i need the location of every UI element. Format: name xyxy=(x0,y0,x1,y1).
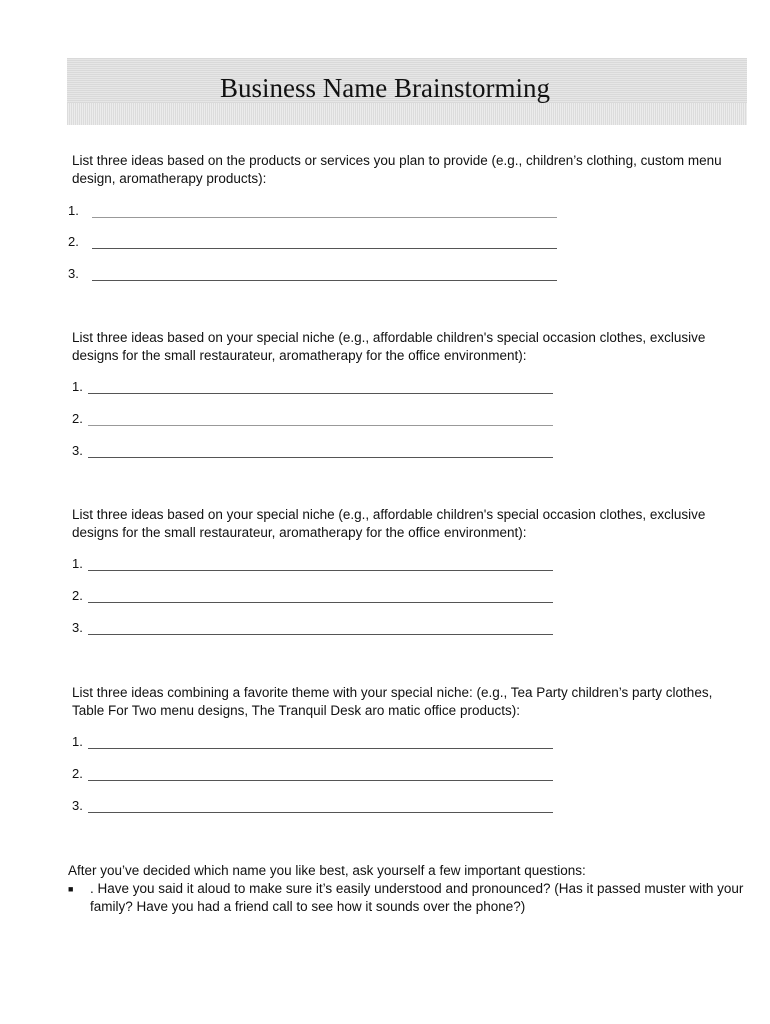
answer-line xyxy=(88,748,553,749)
closing-bullet-text: . Have you said it aloud to make sure it’s easily understood and pronounced? (Has it passed muster with your family? Have you had a friend call to see how it sounds over the phone?) xyxy=(90,881,744,914)
section-3-answer-2[interactable] xyxy=(72,588,554,606)
bullet-square-icon: ■ xyxy=(68,884,74,894)
title-band-shading xyxy=(67,103,747,125)
section-4-prompt: List three ideas combining a favorite theme with your special niche: (e.g., Tea Party children’s party clothes, Table For Two menu designs, The Tranquil Desk aro matic office products): xyxy=(72,685,713,718)
section-3-answer-1[interactable] xyxy=(72,556,554,574)
answer-number: 3. xyxy=(72,620,83,635)
section-4-answer-1[interactable] xyxy=(72,734,554,752)
answer-line xyxy=(88,570,553,571)
answer-number: 3. xyxy=(68,266,79,281)
answer-line xyxy=(88,457,553,458)
section-4-answer-2[interactable] xyxy=(72,766,554,784)
section-1-prompt: List three ideas based on the products or services you plan to provide (e.g., children’s clothing, custom menu design, aromatherapy products): xyxy=(72,153,722,186)
section-1-answer-3[interactable] xyxy=(68,266,558,284)
section-2-answer-2[interactable] xyxy=(72,411,554,429)
section-3-answer-3[interactable] xyxy=(72,620,554,638)
answer-number: 2. xyxy=(68,234,79,249)
answer-line xyxy=(88,634,553,635)
section-4-answer-3[interactable] xyxy=(72,798,554,816)
answer-line xyxy=(88,602,553,603)
answer-line xyxy=(92,280,557,281)
section-3-prompt: List three ideas based on your special niche (e.g., affordable children's special occasion clothes, exclusive designs for the small restaurateur, aromatherapy for the office environment): xyxy=(72,507,706,540)
answer-line xyxy=(88,812,553,813)
answer-number: 2. xyxy=(72,766,83,781)
answer-number: 2. xyxy=(72,411,83,426)
section-2-prompt: List three ideas based on your special niche (e.g., affordable children's special occasion clothes, exclusive designs for the small restaurateur, aromatherapy for the office environment): xyxy=(72,330,706,363)
answer-line xyxy=(88,780,553,781)
answer-number: 1. xyxy=(72,556,83,571)
answer-number: 1. xyxy=(72,734,83,749)
answer-number: 3. xyxy=(72,798,83,813)
section-2-answer-1[interactable] xyxy=(72,379,554,397)
answer-line xyxy=(92,248,557,249)
answer-line xyxy=(88,393,553,394)
section-1-answer-1[interactable] xyxy=(68,203,558,221)
closing-intro: After you’ve decided which name you like best, ask yourself a few important questions: xyxy=(68,863,586,878)
answer-line xyxy=(92,217,557,218)
answer-number: 3. xyxy=(72,443,83,458)
page-title: Business Name Brainstorming xyxy=(220,73,550,103)
section-1-answer-2[interactable] xyxy=(68,234,558,252)
answer-number: 1. xyxy=(72,379,83,394)
answer-number: 2. xyxy=(72,588,83,603)
answer-number: 1. xyxy=(68,203,79,218)
section-2-answer-3[interactable] xyxy=(72,443,554,461)
answer-line xyxy=(88,425,553,426)
